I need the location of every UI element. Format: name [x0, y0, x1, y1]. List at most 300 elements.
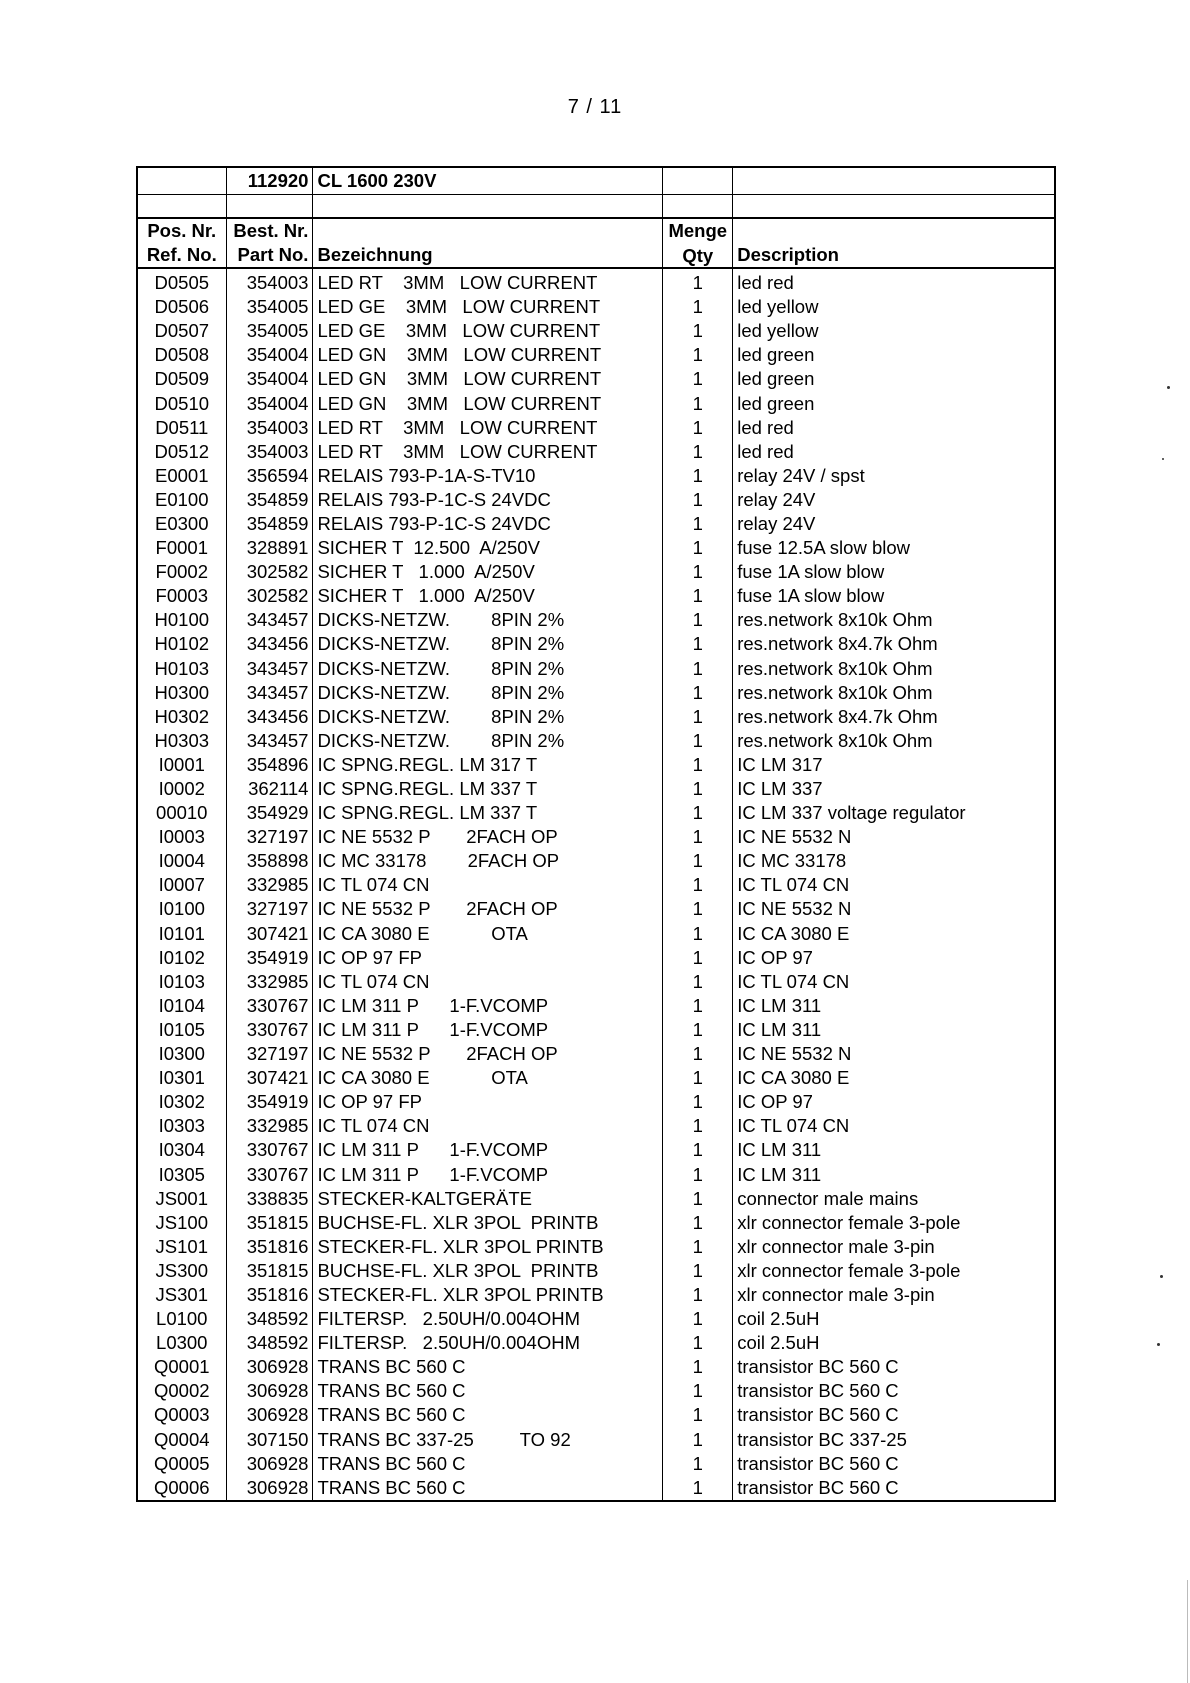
pos-nr-cell: JS001: [137, 1187, 226, 1211]
part-no-cell: 354005: [226, 295, 313, 319]
bezeichnung-cell: RELAIS 793-P-1A-S-TV10: [313, 464, 663, 488]
qty-cell: 1: [663, 464, 733, 488]
table-row: [137, 1114, 1055, 1138]
table-row: [137, 994, 1055, 1018]
bezeichnung-cell: TRANS BC 560 C: [313, 1403, 663, 1427]
description-cell: connector male mains: [733, 1187, 1055, 1211]
qty-cell: 1: [663, 801, 733, 825]
pos-nr-cell: H0303: [137, 729, 226, 753]
description-cell: IC OP 97: [733, 1090, 1055, 1114]
pos-nr-cell: I0003: [137, 825, 226, 849]
table-row: [137, 1042, 1055, 1066]
part-no-cell: 307421: [226, 1066, 313, 1090]
part-no-cell: 306928: [226, 1403, 313, 1427]
table-row: [137, 367, 1055, 391]
pos-nr-cell: D0511: [137, 416, 226, 440]
scan-dot: [1167, 386, 1170, 389]
pos-nr-cell: E0100: [137, 488, 226, 512]
description-cell: relay 24V: [733, 488, 1055, 512]
description-cell: xlr connector male 3-pin: [733, 1283, 1055, 1307]
part-no-cell: 327197: [226, 897, 313, 921]
part-no-cell: 343456: [226, 632, 313, 656]
header-part-no: Part No.: [226, 243, 313, 268]
pos-nr-cell: JS301: [137, 1283, 226, 1307]
qty-cell: 1: [663, 1355, 733, 1379]
header-bezeichnung-top: [313, 218, 663, 243]
part-no-cell: 351815: [226, 1211, 313, 1235]
qty-cell: 1: [663, 970, 733, 994]
qty-cell: 1: [663, 1066, 733, 1090]
table-row: [137, 753, 1055, 777]
bezeichnung-cell: DICKS-NETZW. 8PIN 2%: [313, 705, 663, 729]
description-cell: res.network 8x4.7k Ohm: [733, 705, 1055, 729]
description-cell: IC LM 311: [733, 1162, 1055, 1186]
part-no-cell: 328891: [226, 536, 313, 560]
part-no-cell: 354004: [226, 391, 313, 415]
bezeichnung-cell: STECKER-KALTGERÄTE: [313, 1187, 663, 1211]
bezeichnung-cell: BUCHSE-FL. XLR 3POL PRINTB: [313, 1259, 663, 1283]
description-cell: IC LM 311: [733, 1138, 1055, 1162]
description-cell: IC NE 5532 N: [733, 897, 1055, 921]
description-cell: IC TL 074 CN: [733, 1114, 1055, 1138]
qty-cell: 1: [663, 319, 733, 343]
bezeichnung-cell: IC OP 97 FP: [313, 1090, 663, 1114]
description-cell: led yellow: [733, 295, 1055, 319]
bezeichnung-cell: DICKS-NETZW. 8PIN 2%: [313, 608, 663, 632]
table-row: [137, 1428, 1055, 1452]
table-row: [137, 512, 1055, 536]
pos-nr-cell: Q0001: [137, 1355, 226, 1379]
description-cell: xlr connector female 3-pole: [733, 1259, 1055, 1283]
pos-nr-cell: I0305: [137, 1162, 226, 1186]
table-row: [137, 295, 1055, 319]
qty-cell: 1: [663, 1090, 733, 1114]
scan-dot: [1157, 1343, 1160, 1346]
qty-cell: 1: [663, 1331, 733, 1355]
description-cell: IC LM 317: [733, 753, 1055, 777]
qty-cell: 1: [663, 1114, 733, 1138]
bezeichnung-cell: IC SPNG.REGL. LM 337 T: [313, 801, 663, 825]
bezeichnung-cell: STECKER-FL. XLR 3POL PRINTB: [313, 1283, 663, 1307]
description-cell: IC NE 5532 N: [733, 1042, 1055, 1066]
pos-nr-cell: I0103: [137, 970, 226, 994]
qty-cell: 1: [663, 1162, 733, 1186]
qty-cell: 1: [663, 367, 733, 391]
part-no-cell: 354005: [226, 319, 313, 343]
description-cell: IC TL 074 CN: [733, 873, 1055, 897]
description-cell: IC MC 33178: [733, 849, 1055, 873]
part-no-cell: 338835: [226, 1187, 313, 1211]
qty-cell: 1: [663, 946, 733, 970]
spacer-row: [137, 195, 1055, 219]
part-no-cell: 348592: [226, 1331, 313, 1355]
description-cell: coil 2.5uH: [733, 1307, 1055, 1331]
pos-nr-cell: H0103: [137, 657, 226, 681]
description-cell: IC LM 311: [733, 1018, 1055, 1042]
bezeichnung-cell: IC LM 311 P 1-F.VCOMP: [313, 1138, 663, 1162]
scan-edge-line: [1187, 1580, 1188, 1683]
description-cell: transistor BC 560 C: [733, 1452, 1055, 1476]
pos-nr-cell: H0302: [137, 705, 226, 729]
qty-cell: 1: [663, 295, 733, 319]
description-cell: led red: [733, 268, 1055, 295]
qty-cell: 1: [663, 1428, 733, 1452]
table-row: [137, 849, 1055, 873]
bezeichnung-cell: TRANS BC 560 C: [313, 1476, 663, 1501]
bezeichnung-cell: DICKS-NETZW. 8PIN 2%: [313, 632, 663, 656]
part-no-cell: 351816: [226, 1235, 313, 1259]
table-row: [137, 1090, 1055, 1114]
bezeichnung-cell: DICKS-NETZW. 8PIN 2%: [313, 729, 663, 753]
table-row: [137, 536, 1055, 560]
pos-nr-cell: H0102: [137, 632, 226, 656]
table-row: [137, 1211, 1055, 1235]
part-no-cell: 343457: [226, 608, 313, 632]
bezeichnung-cell: IC LM 311 P 1-F.VCOMP: [313, 994, 663, 1018]
qty-cell: 1: [663, 440, 733, 464]
bezeichnung-cell: DICKS-NETZW. 8PIN 2%: [313, 681, 663, 705]
qty-cell: 1: [663, 268, 733, 295]
qty-cell: 1: [663, 922, 733, 946]
table-row: [137, 1355, 1055, 1379]
header-ref-no: Ref. No.: [137, 243, 226, 268]
table-row: [137, 777, 1055, 801]
pos-nr-cell: I0002: [137, 777, 226, 801]
pos-nr-cell: H0100: [137, 608, 226, 632]
table-row: [137, 1235, 1055, 1259]
page-number: 7 / 11: [567, 96, 623, 118]
part-no-cell: 330767: [226, 1018, 313, 1042]
qty-cell: 1: [663, 1307, 733, 1331]
part-no-cell: 354859: [226, 488, 313, 512]
part-no-cell: 354003: [226, 440, 313, 464]
description-cell: transistor BC 560 C: [733, 1379, 1055, 1403]
table-row: [137, 268, 1055, 295]
bezeichnung-cell: IC SPNG.REGL. LM 317 T: [313, 753, 663, 777]
qty-cell: 1: [663, 1403, 733, 1427]
description-cell: fuse 1A slow blow: [733, 584, 1055, 608]
bezeichnung-cell: LED GE 3MM LOW CURRENT: [313, 319, 663, 343]
bezeichnung-cell: IC OP 97 FP: [313, 946, 663, 970]
table-row: [137, 1283, 1055, 1307]
parts-list-table: [136, 166, 1056, 1502]
qty-cell: 1: [663, 608, 733, 632]
part-no-cell: 330767: [226, 1162, 313, 1186]
bezeichnung-cell: IC LM 311 P 1-F.VCOMP: [313, 1162, 663, 1186]
table-row: [137, 391, 1055, 415]
part-no-cell: 327197: [226, 1042, 313, 1066]
description-cell: xlr connector female 3-pole: [733, 1211, 1055, 1235]
bezeichnung-cell: LED RT 3MM LOW CURRENT: [313, 268, 663, 295]
table-row: [137, 946, 1055, 970]
description-cell: IC OP 97: [733, 946, 1055, 970]
pos-nr-cell: L0300: [137, 1331, 226, 1355]
qty-cell: 1: [663, 681, 733, 705]
description-cell: IC CA 3080 E: [733, 922, 1055, 946]
bezeichnung-cell: IC MC 33178 2FACH OP: [313, 849, 663, 873]
qty-cell: 1: [663, 1187, 733, 1211]
qty-cell: 1: [663, 416, 733, 440]
pos-nr-cell: D0508: [137, 343, 226, 367]
table-row: [137, 584, 1055, 608]
table-row: [137, 801, 1055, 825]
table-row: [137, 560, 1055, 584]
table-row: [137, 440, 1055, 464]
part-no-cell: 354003: [226, 416, 313, 440]
part-no-cell: 351815: [226, 1259, 313, 1283]
part-no-cell: 343457: [226, 729, 313, 753]
pos-nr-cell: I0303: [137, 1114, 226, 1138]
bezeichnung-cell: IC NE 5532 P 2FACH OP: [313, 1042, 663, 1066]
order-number: 112920: [226, 167, 313, 195]
qty-cell: 1: [663, 1379, 733, 1403]
part-no-cell: 356594: [226, 464, 313, 488]
description-cell: transistor BC 560 C: [733, 1355, 1055, 1379]
pos-nr-cell: I0100: [137, 897, 226, 921]
table-row: [137, 1259, 1055, 1283]
bezeichnung-cell: RELAIS 793-P-1C-S 24VDC: [313, 512, 663, 536]
bezeichnung-cell: IC TL 074 CN: [313, 1114, 663, 1138]
qty-cell: 1: [663, 1259, 733, 1283]
table-row: [137, 488, 1055, 512]
pos-nr-cell: F0003: [137, 584, 226, 608]
table-row: [137, 873, 1055, 897]
document-title: CL 1600 230V: [313, 167, 663, 195]
pos-nr-cell: Q0003: [137, 1403, 226, 1427]
table-row: [137, 319, 1055, 343]
bezeichnung-cell: LED GN 3MM LOW CURRENT: [313, 343, 663, 367]
qty-cell: 1: [663, 777, 733, 801]
pos-nr-cell: I0302: [137, 1090, 226, 1114]
bezeichnung-cell: DICKS-NETZW. 8PIN 2%: [313, 657, 663, 681]
qty-cell: 1: [663, 536, 733, 560]
description-cell: res.network 8x10k Ohm: [733, 657, 1055, 681]
description-cell: IC LM 337 voltage regulator: [733, 801, 1055, 825]
table-row: [137, 1162, 1055, 1186]
pos-nr-cell: Q0005: [137, 1452, 226, 1476]
description-cell: led green: [733, 391, 1055, 415]
pos-nr-cell: E0001: [137, 464, 226, 488]
part-no-cell: 354896: [226, 753, 313, 777]
table-row: [137, 1066, 1055, 1090]
pos-nr-cell: I0105: [137, 1018, 226, 1042]
pos-nr-cell: I0300: [137, 1042, 226, 1066]
qty-cell: 1: [663, 512, 733, 536]
bezeichnung-cell: LED RT 3MM LOW CURRENT: [313, 416, 663, 440]
table-row: [137, 1138, 1055, 1162]
description-cell: led green: [733, 343, 1055, 367]
bezeichnung-cell: IC LM 311 P 1-F.VCOMP: [313, 1018, 663, 1042]
bezeichnung-cell: SICHER T 12.500 A/250V: [313, 536, 663, 560]
table-row: [137, 681, 1055, 705]
part-no-cell: 354919: [226, 1090, 313, 1114]
table-row: [137, 416, 1055, 440]
part-no-cell: 332985: [226, 873, 313, 897]
qty-cell: 1: [663, 994, 733, 1018]
qty-cell: 1: [663, 1138, 733, 1162]
qty-cell: 1: [663, 1211, 733, 1235]
pos-nr-cell: JS300: [137, 1259, 226, 1283]
pos-nr-cell: JS100: [137, 1211, 226, 1235]
column-header-row: [137, 218, 1055, 243]
part-no-cell: 354919: [226, 946, 313, 970]
table-row: [137, 1403, 1055, 1427]
bezeichnung-cell: LED GE 3MM LOW CURRENT: [313, 295, 663, 319]
header-qty: Qty: [663, 243, 733, 268]
table-row: [137, 922, 1055, 946]
pos-nr-cell: L0100: [137, 1307, 226, 1331]
part-no-cell: 354859: [226, 512, 313, 536]
header-best-nr: Best. Nr.: [226, 218, 313, 243]
description-cell: coil 2.5uH: [733, 1331, 1055, 1355]
description-cell: res.network 8x10k Ohm: [733, 608, 1055, 632]
pos-nr-cell: I0004: [137, 849, 226, 873]
bezeichnung-cell: STECKER-FL. XLR 3POL PRINTB: [313, 1235, 663, 1259]
table-row: [137, 1476, 1055, 1501]
qty-cell: 1: [663, 560, 733, 584]
part-no-cell: 307150: [226, 1428, 313, 1452]
pos-nr-cell: 00010: [137, 801, 226, 825]
table-row: [137, 608, 1055, 632]
qty-cell: 1: [663, 391, 733, 415]
bezeichnung-cell: IC SPNG.REGL. LM 337 T: [313, 777, 663, 801]
part-no-cell: 354003: [226, 268, 313, 295]
table-row: [137, 705, 1055, 729]
qty-cell: 1: [663, 488, 733, 512]
description-cell: fuse 12.5A slow blow: [733, 536, 1055, 560]
table-row: [137, 343, 1055, 367]
qty-cell: 1: [663, 1476, 733, 1501]
part-no-cell: 358898: [226, 849, 313, 873]
description-cell: IC LM 337: [733, 777, 1055, 801]
bezeichnung-cell: SICHER T 1.000 A/250V: [313, 560, 663, 584]
table-row: [137, 1187, 1055, 1211]
pos-nr-cell: D0512: [137, 440, 226, 464]
description-cell: transistor BC 560 C: [733, 1476, 1055, 1501]
pos-nr-cell: D0509: [137, 367, 226, 391]
table-row: [137, 632, 1055, 656]
part-no-cell: 354004: [226, 343, 313, 367]
pos-nr-cell: I0102: [137, 946, 226, 970]
part-no-cell: 332985: [226, 970, 313, 994]
header-bezeichnung: Bezeichnung: [313, 243, 663, 268]
header-menge: Menge: [663, 218, 733, 243]
pos-nr-cell: H0300: [137, 681, 226, 705]
pos-nr-cell: I0104: [137, 994, 226, 1018]
column-header-row-2: [137, 243, 1055, 268]
qty-cell: 1: [663, 705, 733, 729]
table-row: [137, 464, 1055, 488]
part-no-cell: 362114: [226, 777, 313, 801]
bezeichnung-cell: FILTERSP. 2.50UH/0.004OHM: [313, 1331, 663, 1355]
description-cell: xlr connector male 3-pin: [733, 1235, 1055, 1259]
scan-dot: [1160, 1275, 1163, 1278]
part-no-cell: 343457: [226, 657, 313, 681]
part-no-cell: 351816: [226, 1283, 313, 1307]
table-row: [137, 1379, 1055, 1403]
pos-nr-cell: Q0002: [137, 1379, 226, 1403]
description-cell: relay 24V / spst: [733, 464, 1055, 488]
qty-cell: 1: [663, 873, 733, 897]
bezeichnung-cell: TRANS BC 560 C: [313, 1379, 663, 1403]
table-row: [137, 1307, 1055, 1331]
pos-nr-cell: Q0004: [137, 1428, 226, 1452]
qty-cell: 1: [663, 825, 733, 849]
description-cell: relay 24V: [733, 512, 1055, 536]
pos-nr-cell: Q0006: [137, 1476, 226, 1501]
table-row: [137, 825, 1055, 849]
pos-nr-cell: F0002: [137, 560, 226, 584]
description-cell: transistor BC 560 C: [733, 1403, 1055, 1427]
description-cell: fuse 1A slow blow: [733, 560, 1055, 584]
table-row: [137, 729, 1055, 753]
qty-cell: 1: [663, 657, 733, 681]
qty-cell: 1: [663, 1283, 733, 1307]
part-no-cell: 302582: [226, 560, 313, 584]
bezeichnung-cell: LED GN 3MM LOW CURRENT: [313, 367, 663, 391]
part-no-cell: 327197: [226, 825, 313, 849]
pos-nr-cell: I0001: [137, 753, 226, 777]
pos-nr-cell: I0301: [137, 1066, 226, 1090]
pos-nr-cell: D0505: [137, 268, 226, 295]
part-no-cell: 306928: [226, 1476, 313, 1501]
description-cell: led red: [733, 440, 1055, 464]
pos-nr-cell: D0506: [137, 295, 226, 319]
bezeichnung-cell: TRANS BC 560 C: [313, 1355, 663, 1379]
qty-cell: 1: [663, 729, 733, 753]
qty-cell: 1: [663, 584, 733, 608]
description-cell: transistor BC 337-25: [733, 1428, 1055, 1452]
description-cell: IC NE 5532 N: [733, 825, 1055, 849]
title-empty-cell: [733, 167, 1055, 195]
title-empty-cell: [137, 167, 226, 195]
scan-dot: [1162, 458, 1164, 460]
part-no-cell: 354004: [226, 367, 313, 391]
bezeichnung-cell: BUCHSE-FL. XLR 3POL PRINTB: [313, 1211, 663, 1235]
pos-nr-cell: E0300: [137, 512, 226, 536]
part-no-cell: 307421: [226, 922, 313, 946]
header-description: Description: [733, 243, 1055, 268]
table-row: [137, 1331, 1055, 1355]
part-no-cell: 332985: [226, 1114, 313, 1138]
bezeichnung-cell: SICHER T 1.000 A/250V: [313, 584, 663, 608]
part-no-cell: 330767: [226, 1138, 313, 1162]
part-no-cell: 354929: [226, 801, 313, 825]
bezeichnung-cell: FILTERSP. 2.50UH/0.004OHM: [313, 1307, 663, 1331]
bezeichnung-cell: LED GN 3MM LOW CURRENT: [313, 391, 663, 415]
qty-cell: 1: [663, 1042, 733, 1066]
part-no-cell: 302582: [226, 584, 313, 608]
qty-cell: 1: [663, 1018, 733, 1042]
part-no-cell: 343456: [226, 705, 313, 729]
pos-nr-cell: D0507: [137, 319, 226, 343]
qty-cell: 1: [663, 632, 733, 656]
header-pos-nr: Pos. Nr.: [137, 218, 226, 243]
description-cell: IC TL 074 CN: [733, 970, 1055, 994]
table-row: [137, 657, 1055, 681]
title-empty-cell: [663, 167, 733, 195]
pos-nr-cell: I0007: [137, 873, 226, 897]
pos-nr-cell: F0001: [137, 536, 226, 560]
document-title-row: [137, 167, 1055, 195]
description-cell: IC CA 3080 E: [733, 1066, 1055, 1090]
description-cell: res.network 8x10k Ohm: [733, 729, 1055, 753]
part-no-cell: 306928: [226, 1452, 313, 1476]
description-cell: res.network 8x10k Ohm: [733, 681, 1055, 705]
bezeichnung-cell: IC CA 3080 E OTA: [313, 1066, 663, 1090]
bezeichnung-cell: RELAIS 793-P-1C-S 24VDC: [313, 488, 663, 512]
table-row: [137, 970, 1055, 994]
